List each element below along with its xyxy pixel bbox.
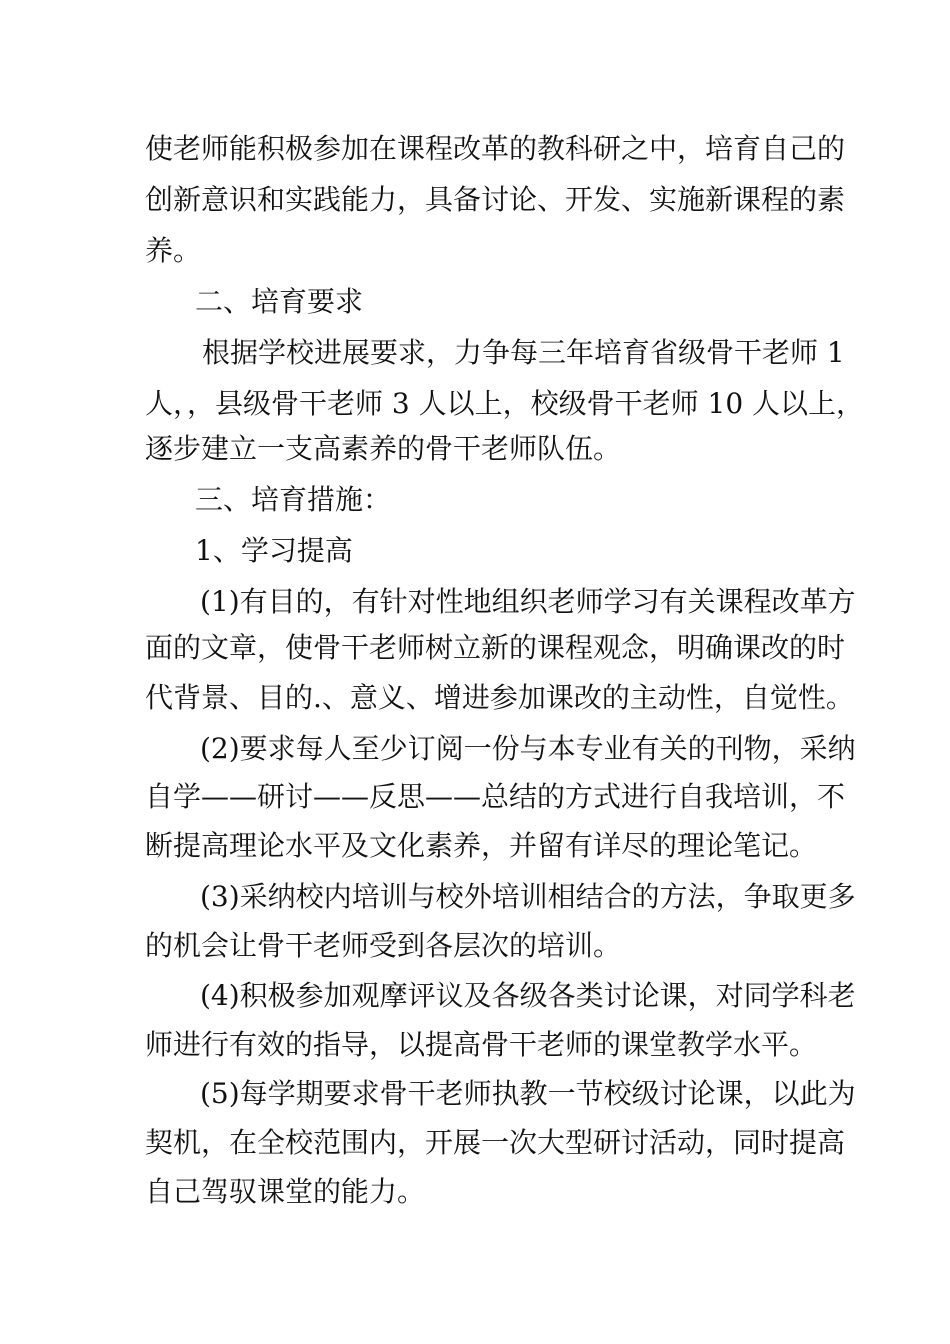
- item-2-line-3: 断提高理论水平及文化素养，并留有详尽的理论笔记。: [145, 829, 818, 862]
- paragraph-2-line-3: 逐步建立一支高素养的骨干老师队伍。: [145, 432, 622, 465]
- paragraph-2-line-1: 根据学校进展要求，力争每三年培育省级骨干老师 1: [202, 336, 845, 369]
- paragraph-2-line-2: 人，，县级骨干老师 3 人以上，校级骨干老师 10 人以上，: [145, 387, 865, 420]
- section-heading-measures: 三、培育措施：: [195, 483, 392, 516]
- item-5-line-1: (5)每学期要求骨干老师执教一节校级讨论课，以此为: [200, 1077, 856, 1110]
- item-5-line-2: 契机，在全校范围内，开展一次大型研讨活动，同时提高: [145, 1126, 846, 1159]
- item-1-line-3: 代背景、目的.、意义、增进参加课改的主动性，自觉性。: [145, 681, 854, 714]
- section-heading-requirements: 二、培育要求: [195, 285, 364, 318]
- item-1-line-2: 面的文章，使骨干老师树立新的课程观念，明确课改的时: [145, 631, 846, 664]
- item-5-line-3: 自己驾驭课堂的能力。: [145, 1175, 426, 1208]
- subheading-study-improve: 1、学习提高: [195, 534, 353, 567]
- item-2-line-2: 自学——研讨——反思——总结的方式进行自我培训，不: [145, 780, 846, 813]
- item-4-line-1: (4)积极参加观摩评议及各级各类讨论课，对同学科老: [200, 979, 856, 1012]
- paragraph-1-line-3: 养。: [145, 234, 202, 267]
- item-3-line-1: (3)采纳校内培训与校外培训相结合的方法，争取更多: [200, 880, 856, 913]
- item-4-line-2: 师进行有效的指导，以提高骨干老师的课堂教学水平。: [145, 1028, 818, 1061]
- item-2-line-1: (2)要求每人至少订阅一份与本专业有关的刊物，采纳: [200, 732, 856, 765]
- item-1-line-1: (1)有目的，有针对性地组织老师学习有关课程改革方: [200, 585, 856, 618]
- item-3-line-2: 的机会让骨干老师受到各层次的培训。: [145, 929, 622, 962]
- paragraph-1-line-1: 使老师能积极参加在课程改革的教科研之中，培育自己的: [145, 132, 846, 165]
- paragraph-1-line-2: 创新意识和实践能力，具备讨论、开发、实施新课程的素: [145, 183, 846, 216]
